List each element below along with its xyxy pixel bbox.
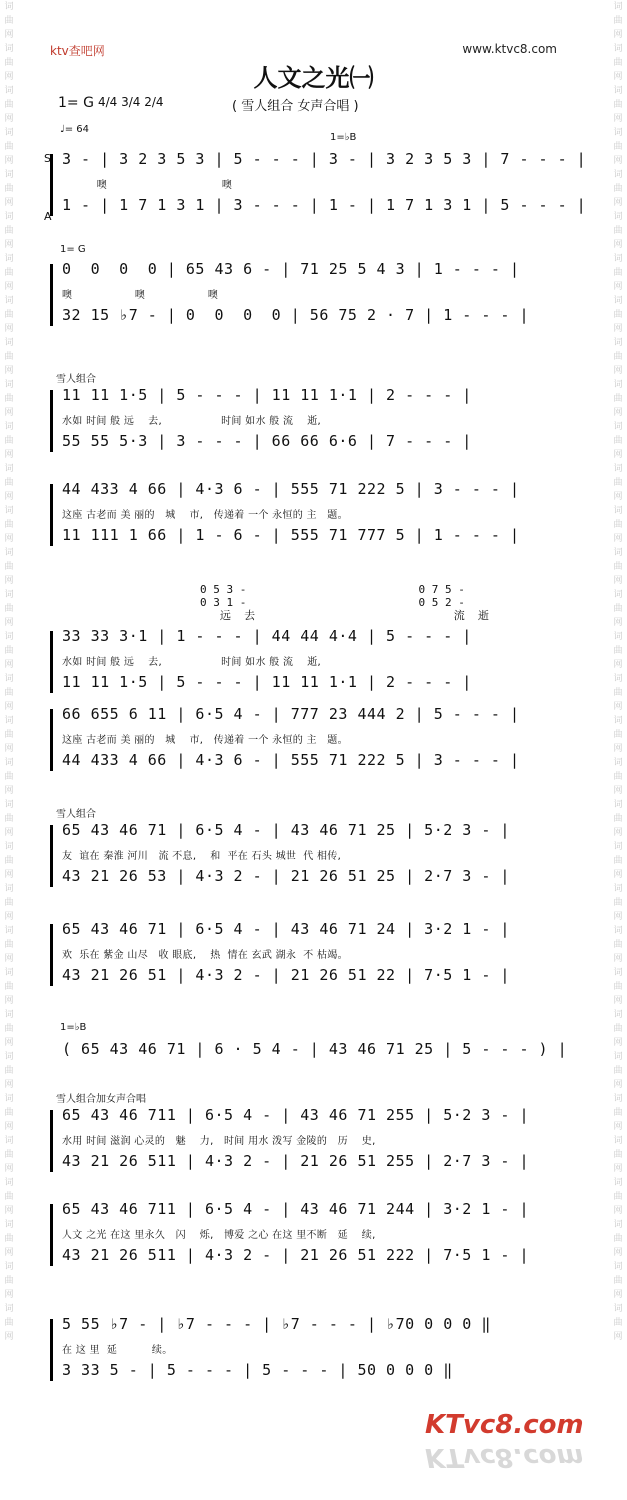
source-watermark: ktv查吧网 xyxy=(50,44,105,58)
key-signature: 1= G xyxy=(58,95,94,111)
lyrics-line: 友 谊在 秦淮 河川 流 不息, 和 平在 石头 城世 代 相传, xyxy=(62,851,342,862)
side-watermark-left: 词曲网词曲网词曲网词曲网词曲网词曲网词曲网词曲网词曲网词曲网词曲网词曲网词曲网词曲网词曲网词曲网词曲网词曲网词曲网词曲网词曲网词曲网词曲网词曲网词曲网词曲网词曲网词曲网词曲网词曲网词曲网词曲网 xyxy=(4,2,14,1342)
upper-part-notation: 65 43 46 71 | 6·5 4 - | 43 46 71 24 | 3·2 1 - | xyxy=(62,920,510,938)
section-label: 雪人组合加女声合唱 xyxy=(56,1094,146,1105)
lower-part-notation: 11 11 1·5 | 5 - - - | 11 11 1·1 | 2 - - - | xyxy=(62,673,472,691)
lower-part-notation: 32 15 ♭7 - | 0 0 0 0 | 56 75 2 · 7 | 1 - - - | xyxy=(62,306,530,324)
system-brace xyxy=(50,264,57,326)
system-brace xyxy=(50,154,57,216)
section-label: 雪人组合 xyxy=(56,809,96,820)
lower-part-notation: 1 - | 1 7 1 3 1 | 3 - - - | 1 - | 1 7 1 3 1 | 5 - - - | xyxy=(62,196,587,214)
lyrics-line: 人文 之光 在这 里永久 闪 烁, 博爱 之心 在这 里不断 延 续, xyxy=(62,1230,376,1241)
lyrics-line: 噢 噢 噢 xyxy=(62,290,219,301)
upper-part-notation: 0 0 0 0 | 65 43 6 - | 71 25 5 4 3 | 1 - - - | xyxy=(62,260,520,278)
ktvc8-logo-reflection: KTvc8.com xyxy=(425,1442,584,1472)
section-label: 雪人组合 xyxy=(56,374,96,385)
system-brace xyxy=(50,924,57,986)
voice-label-alto: A xyxy=(44,210,52,223)
song-title: 人文之光㈠ xyxy=(253,64,374,92)
instrumental-interlude: ( 65 43 46 71 | 6 · 5 4 - | 43 46 71 25 | 5 - - - ) | xyxy=(62,1040,568,1058)
lower-part-notation: 3 33 5 - | 5 - - - | 5 - - - | 50 0 0 0 ‖ xyxy=(62,1361,453,1379)
system-brace xyxy=(50,825,57,887)
lower-part-notation: 44 433 4 66 | 4·3 6 - | 555 71 222 5 | 3 - - - | xyxy=(62,751,520,769)
lyrics-line: 水如 时间 般 远 去, 时间 如水 般 流 逝, xyxy=(62,657,321,668)
lyrics-line: 水如 时间 般 远 去, 时间 如水 般 流 逝, xyxy=(62,416,321,427)
lower-part-notation: 11 111 1 66 | 1 - 6 - | 555 71 777 5 | 1 - - - | xyxy=(62,526,520,544)
lyrics-line: 在 这 里 延 续。 xyxy=(62,1345,173,1356)
upper-part-notation: 66 655 6 11 | 6·5 4 - | 777 23 444 2 | 5 - - - | xyxy=(62,705,520,723)
lyrics-line: 水用 时间 滋润 心灵的 魅 力, 时间 用水 泼写 金陵的 历 史, xyxy=(62,1136,376,1147)
upper-part-notation: 5 55 ♭7 - | ♭7 - - - | ♭7 - - - | ♭70 0 0 0 ‖ xyxy=(62,1315,491,1333)
lower-part-notation: 55 55 5·3 | 3 - - - | 66 66 6·6 | 7 - - - | xyxy=(62,432,472,450)
lower-part-notation: 43 21 26 511 | 4·3 2 - | 21 26 51 222 | 7·5 1 - | xyxy=(62,1246,530,1264)
system-brace xyxy=(50,1204,57,1266)
time-signature: 4/4 3/4 2/4 xyxy=(98,95,164,109)
lower-part-notation: 43 21 26 53 | 4·3 2 - | 21 26 51 25 | 2·7 3 - | xyxy=(62,867,510,885)
system-brace xyxy=(50,709,57,771)
key-change: 1=♭B xyxy=(60,1022,87,1033)
system-brace xyxy=(50,1110,57,1172)
voice-label-soprano: S xyxy=(44,152,51,165)
upper-part-notation: 33 33 3·1 | 1 - - - | 44 44 4·4 | 5 - - - | xyxy=(62,627,472,645)
lyrics-line: 欢 乐在 紫金 山尽 收 眼底, 热 情在 玄武 湖永 不 枯竭。 xyxy=(62,950,348,961)
upper-part-notation: 44 433 4 66 | 4·3 6 - | 555 71 222 5 | 3 - - - | xyxy=(62,480,520,498)
lyrics-line: 噢 噢 xyxy=(62,180,233,191)
upper-part-notation: 3 - | 3 2 3 5 3 | 5 - - - | 3 - | 3 2 3 5 3 | 7 - - - | xyxy=(62,150,587,168)
system-brace xyxy=(50,484,57,546)
upper-part-notation: 11 11 1·5 | 5 - - - | 11 11 1·1 | 2 - - - | xyxy=(62,386,472,404)
upper-voice-fragment: 0 5 3 - 0 7 5 - 0 3 1 - 0 5 2 - 远 去 流 逝 xyxy=(200,583,490,622)
lower-part-notation: 43 21 26 51 | 4·3 2 - | 21 26 51 22 | 7·5 1 - | xyxy=(62,966,510,984)
upper-part-notation: 65 43 46 711 | 6·5 4 - | 43 46 71 244 | 3·2 1 - | xyxy=(62,1200,530,1218)
ktvc8-logo[interactable]: KTvc8.com xyxy=(425,1410,584,1440)
system-brace xyxy=(50,631,57,693)
system-brace xyxy=(50,390,57,452)
lyrics-line: 这座 古老而 美 丽的 城 市, 传递着 一个 永恒的 主 题。 xyxy=(62,735,348,746)
system-brace xyxy=(50,1319,57,1381)
key-change: 1= G xyxy=(60,244,86,255)
side-watermark-right: 词曲网词曲网词曲网词曲网词曲网词曲网词曲网词曲网词曲网词曲网词曲网词曲网词曲网词曲网词曲网词曲网词曲网词曲网词曲网词曲网词曲网词曲网词曲网词曲网词曲网词曲网词曲网词曲网词曲网词曲网词曲网词曲网 xyxy=(613,2,623,1342)
site-url[interactable]: www.ktvc8.com xyxy=(462,42,557,56)
upper-part-notation: 65 43 46 71 | 6·5 4 - | 43 46 71 25 | 5·2 3 - | xyxy=(62,821,510,839)
key-change: 1=♭B xyxy=(330,132,357,143)
lower-part-notation: 43 21 26 511 | 4·3 2 - | 21 26 51 255 | 2·7 3 - | xyxy=(62,1152,530,1170)
lyrics-line: 这座 古老而 美 丽的 城 市, 传递着 一个 永恒的 主 题。 xyxy=(62,510,348,521)
performers: ( 雪人组合 女声合唱 ) xyxy=(232,99,359,114)
tempo-mark: ♩= 64 xyxy=(60,124,89,135)
upper-part-notation: 65 43 46 711 | 6·5 4 - | 43 46 71 255 | 5·2 3 - | xyxy=(62,1106,530,1124)
